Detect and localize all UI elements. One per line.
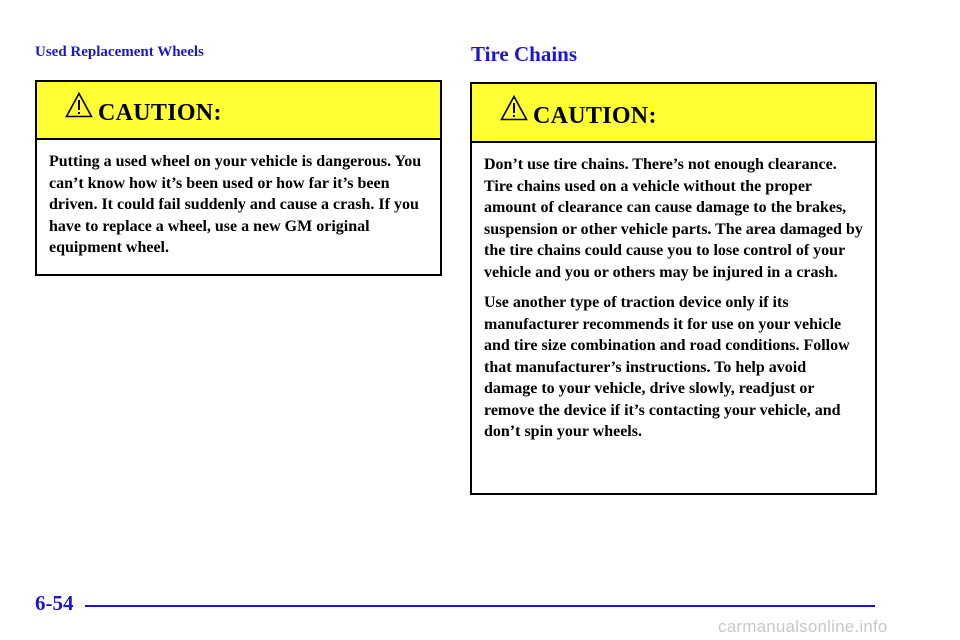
caution-header xyxy=(37,82,440,140)
section-heading-used-replacement-wheels: Used Replacement Wheels xyxy=(35,44,204,60)
caution-header xyxy=(472,84,875,143)
caution-text xyxy=(37,140,440,259)
caution-paragraph: Use another type of traction device only if its manufacturer recommends it for use on your vehicle and tire size combination and road conditions. Follow that manufacturer’s instructions. To help avoid damage to your vehicle, drive slowly, readjust or remove the device if it’s contacting your vehicle, and don’t spin your wheels. xyxy=(484,294,850,440)
caution-box-tire-chains xyxy=(470,82,877,495)
watermark: carmanualsonline.info xyxy=(718,617,888,636)
caution-text xyxy=(472,143,875,443)
section-heading-tire-chains: Tire Chains xyxy=(471,42,578,66)
footer-divider xyxy=(85,605,875,607)
caution-box-used-wheels xyxy=(35,80,442,276)
warning-triangle-icon xyxy=(65,92,93,118)
warning-triangle-icon xyxy=(500,95,528,121)
caution-paragraph: Putting a used wheel on your vehicle is dangerous. You can’t know how it’s been used or how far it’s been driven. It could fail suddenly and cause a crash. If you have to replace a wheel, use a new GM original equipment wheel. xyxy=(49,153,422,256)
caution-paragraph: Don’t use tire chains. There’s not enough clearance. Tire chains used on a vehicle without the proper amount of clearance can cause damage to the brakes, suspension or other vehicle parts. The area damaged by the tire chains could cause you to lose control of your vehicle and you or others may be injured in a crash. xyxy=(484,156,863,281)
page-number: 6-54 xyxy=(35,591,74,615)
caution-title: CAUTION: xyxy=(98,100,222,126)
caution-title: CAUTION: xyxy=(533,103,657,129)
